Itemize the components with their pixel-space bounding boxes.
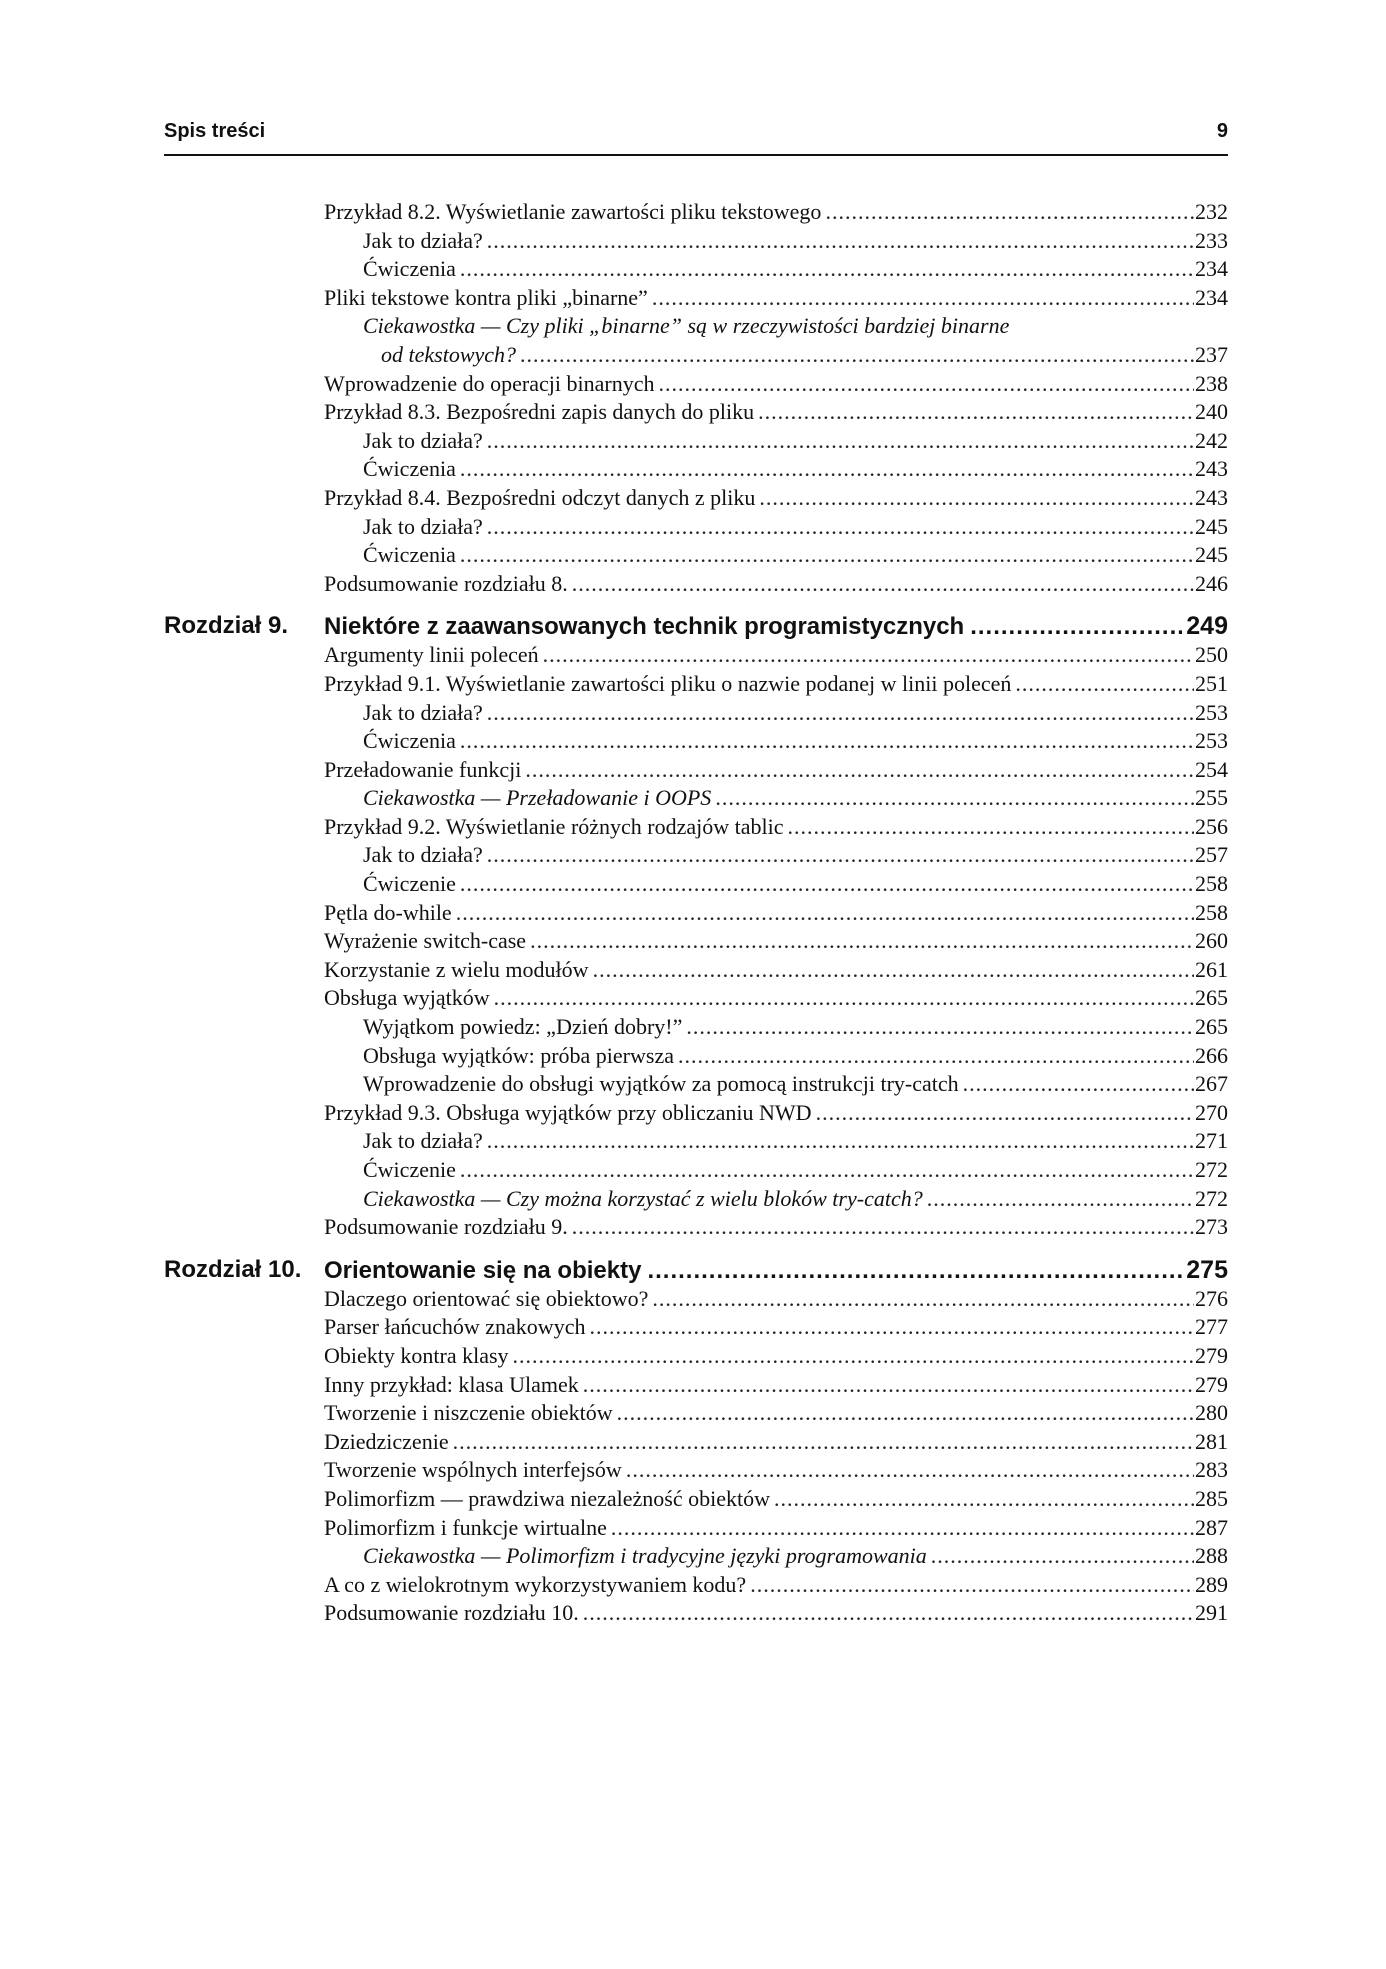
dot-leader bbox=[487, 513, 1194, 542]
chapter-heading bbox=[164, 611, 1228, 641]
toc-entry bbox=[164, 455, 1228, 484]
toc-entry-title: Jak to działa? bbox=[363, 427, 483, 453]
toc-entry-title: Przykład 8.4. Bezpośredni odczyt danych z pliku bbox=[324, 484, 756, 510]
toc-entry-page: 234 bbox=[1195, 256, 1228, 282]
dot-leader bbox=[611, 1514, 1194, 1543]
toc-entry-title: Argumenty linii poleceń bbox=[324, 642, 539, 668]
toc-entry-title: Jak to działa? bbox=[363, 1128, 483, 1154]
toc-entry-page: 251 bbox=[1195, 670, 1228, 696]
toc-entry-page: 242 bbox=[1195, 427, 1228, 453]
dot-leader bbox=[453, 1428, 1194, 1457]
toc-entry bbox=[164, 284, 1228, 313]
toc-entry-page: 272 bbox=[1195, 1185, 1228, 1211]
toc-entry-title: Dziedziczenie bbox=[324, 1428, 449, 1454]
dot-leader bbox=[970, 612, 1182, 642]
toc-entry-page: 254 bbox=[1195, 756, 1228, 782]
dot-leader bbox=[652, 1285, 1194, 1314]
toc-entry-title: Tworzenie wspólnych interfejsów bbox=[324, 1457, 622, 1483]
toc-entry-title: Wyrażenie switch-case bbox=[324, 928, 527, 954]
toc-entry-title: Ciekawostka — Przeładowanie i OOPS bbox=[363, 785, 712, 811]
toc-entry-title: Jak to działa? bbox=[363, 513, 483, 539]
toc-entry-page: 243 bbox=[1195, 484, 1228, 510]
toc-entry bbox=[164, 699, 1228, 728]
dot-leader bbox=[530, 927, 1194, 956]
toc-entry-page: 233 bbox=[1195, 227, 1228, 253]
toc-entry bbox=[164, 1127, 1228, 1156]
toc-entry-page: 250 bbox=[1195, 642, 1228, 668]
toc-entry bbox=[164, 1514, 1228, 1543]
toc-entry bbox=[164, 813, 1228, 842]
toc-entry bbox=[164, 927, 1228, 956]
chapter-page-number: 249 bbox=[1186, 612, 1228, 641]
toc-entry-page: 273 bbox=[1195, 1214, 1228, 1240]
toc-entry-page: 288 bbox=[1195, 1543, 1228, 1569]
dot-leader bbox=[788, 813, 1194, 842]
toc-entry-page: 258 bbox=[1195, 871, 1228, 897]
toc-entry bbox=[164, 1485, 1228, 1514]
toc-entry bbox=[164, 784, 1228, 813]
chapter-label: Rozdział 10. bbox=[164, 1255, 302, 1283]
dot-leader bbox=[460, 1156, 1194, 1185]
toc-entry-title: Ćwiczenia bbox=[363, 728, 456, 754]
toc-entry-page: 238 bbox=[1195, 370, 1228, 396]
toc-entry-page: 265 bbox=[1195, 1014, 1228, 1040]
dot-leader bbox=[460, 255, 1194, 284]
table-of-contents bbox=[164, 198, 1228, 1628]
toc-entry bbox=[164, 513, 1228, 542]
toc-entry bbox=[164, 198, 1228, 227]
dot-leader bbox=[927, 1185, 1194, 1214]
toc-entry bbox=[164, 1313, 1228, 1342]
toc-entry-title: Tworzenie i niszczenie obiektów bbox=[324, 1400, 613, 1426]
toc-entry-page: 287 bbox=[1195, 1514, 1228, 1540]
dot-leader bbox=[647, 1256, 1182, 1286]
chapter-title: Orientowanie się na obiekty bbox=[324, 1256, 642, 1284]
toc-entry-page: 271 bbox=[1195, 1128, 1228, 1154]
toc-entry-page: 237 bbox=[1195, 341, 1228, 367]
toc-entry-title: Przykład 9.3. Obsługa wyjątków przy obliczaniu NWD bbox=[324, 1099, 812, 1125]
toc-entry bbox=[164, 398, 1228, 427]
toc-entry-title: Ćwiczenia bbox=[363, 256, 456, 282]
toc-entry bbox=[164, 1342, 1228, 1371]
toc-entry-page: 258 bbox=[1195, 899, 1228, 925]
dot-leader bbox=[593, 956, 1194, 985]
toc-entry-title: Ćwiczenia bbox=[363, 542, 456, 568]
dot-leader bbox=[816, 1099, 1194, 1128]
dot-leader bbox=[487, 1127, 1194, 1156]
section-title: Spis treści bbox=[164, 120, 266, 142]
page-number: 9 bbox=[1216, 120, 1228, 142]
toc-entry bbox=[164, 670, 1228, 699]
toc-entry-page: 255 bbox=[1195, 785, 1228, 811]
toc-entry-title: Inny przykład: klasa Ulamek bbox=[324, 1371, 579, 1397]
dot-leader bbox=[1015, 670, 1194, 699]
chapter-heading bbox=[164, 1255, 1228, 1285]
toc-entry bbox=[164, 1070, 1228, 1099]
toc-entry-page: 277 bbox=[1195, 1314, 1228, 1340]
dot-leader bbox=[626, 1456, 1194, 1485]
toc-entry-page: 261 bbox=[1195, 956, 1228, 982]
toc-entry-page: 260 bbox=[1195, 928, 1228, 954]
dot-leader bbox=[589, 1313, 1194, 1342]
toc-entry-title: od tekstowych? bbox=[381, 341, 517, 367]
toc-entry-page: 232 bbox=[1195, 199, 1228, 224]
toc-entry-title: Podsumowanie rozdziału 10. bbox=[324, 1600, 579, 1626]
chapter-page-number: 275 bbox=[1186, 1255, 1228, 1284]
toc-entry-page: 283 bbox=[1195, 1457, 1228, 1483]
toc-entry-page: 270 bbox=[1195, 1099, 1228, 1125]
toc-entry-page: 276 bbox=[1195, 1285, 1228, 1311]
toc-entry-page: 256 bbox=[1195, 813, 1228, 839]
dot-leader bbox=[487, 841, 1194, 870]
toc-entry-page: 240 bbox=[1195, 399, 1228, 425]
toc-entry bbox=[164, 427, 1228, 456]
toc-entry-title: Przykład 8.3. Bezpośredni zapis danych do pliku bbox=[324, 399, 755, 425]
dot-leader bbox=[583, 1371, 1194, 1400]
dot-leader bbox=[931, 1542, 1194, 1571]
dot-leader bbox=[686, 1013, 1194, 1042]
toc-entry bbox=[164, 956, 1228, 985]
running-header bbox=[164, 118, 1228, 156]
toc-entry-page: 245 bbox=[1195, 513, 1228, 539]
dot-leader bbox=[494, 984, 1194, 1013]
toc-entry-title: Polimorfizm — prawdziwa niezależność obiektów bbox=[324, 1485, 770, 1511]
toc-entry-title: Jak to działa? bbox=[363, 699, 483, 725]
dot-leader bbox=[572, 570, 1194, 599]
toc-entry-title: Ciekawostka — Czy można korzystać z wielu bloków try-catch? bbox=[363, 1185, 923, 1211]
dot-leader bbox=[750, 1571, 1194, 1600]
dot-leader bbox=[658, 370, 1194, 399]
dot-leader bbox=[652, 284, 1194, 313]
toc-entry-page: 253 bbox=[1195, 728, 1228, 754]
toc-entry bbox=[164, 841, 1228, 870]
toc-entry-page: 279 bbox=[1195, 1371, 1228, 1397]
toc-entry-title: Podsumowanie rozdziału 9. bbox=[324, 1214, 568, 1240]
toc-entry-title: Polimorfizm i funkcje wirtualne bbox=[324, 1514, 607, 1540]
toc-entry-page: 245 bbox=[1195, 542, 1228, 568]
toc-entry bbox=[164, 727, 1228, 756]
dot-leader bbox=[825, 198, 1194, 227]
toc-entry-page: 265 bbox=[1195, 985, 1228, 1011]
toc-entry bbox=[164, 341, 1228, 370]
toc-entry bbox=[164, 1213, 1228, 1242]
dot-leader bbox=[525, 756, 1194, 785]
toc-entry-title: Dlaczego orientować się obiektowo? bbox=[324, 1285, 649, 1311]
dot-leader bbox=[487, 699, 1194, 728]
toc-entry bbox=[164, 756, 1228, 785]
dot-leader bbox=[774, 1485, 1194, 1514]
toc-entry-title: Ćwiczenia bbox=[363, 456, 456, 482]
toc-entry-page: 243 bbox=[1195, 456, 1228, 482]
toc-entry-page: 291 bbox=[1195, 1600, 1228, 1626]
toc-entry-title: Jak to działa? bbox=[363, 842, 483, 868]
toc-entry bbox=[164, 370, 1228, 399]
dot-leader bbox=[963, 1070, 1194, 1099]
dot-leader bbox=[460, 455, 1194, 484]
toc-entry-title: Pliki tekstowe kontra pliki „binarne” bbox=[324, 284, 648, 310]
toc-entry-page: 281 bbox=[1195, 1428, 1228, 1454]
dot-leader bbox=[520, 341, 1194, 370]
toc-entry-title: Wyjątkom powiedz: „Dzień dobry!” bbox=[363, 1014, 683, 1040]
dot-leader bbox=[460, 541, 1194, 570]
chapter-label: Rozdział 9. bbox=[164, 612, 289, 640]
toc-entry bbox=[164, 312, 1228, 341]
chapter-title: Niektóre z zaawansowanych technik programistycznych bbox=[324, 613, 965, 641]
dot-leader bbox=[759, 484, 1194, 513]
toc-entry bbox=[164, 255, 1228, 284]
toc-entry bbox=[164, 899, 1228, 928]
dot-leader bbox=[758, 398, 1194, 427]
dot-leader bbox=[715, 784, 1194, 813]
toc-entry bbox=[164, 1599, 1228, 1628]
toc-entry bbox=[164, 1456, 1228, 1485]
toc-entry-title: Ćwiczenie bbox=[363, 871, 456, 897]
toc-entry bbox=[164, 1099, 1228, 1128]
toc-entry-title: Przykład 9.1. Wyświetlanie zawartości pliku o nazwie podanej w linii poleceń bbox=[324, 670, 1012, 696]
toc-entry bbox=[164, 1156, 1228, 1185]
dot-leader bbox=[487, 427, 1194, 456]
toc-entry-page: 285 bbox=[1195, 1485, 1228, 1511]
dot-leader bbox=[617, 1399, 1194, 1428]
toc-entry bbox=[164, 1571, 1228, 1600]
toc-entry-title: Ćwiczenie bbox=[363, 1157, 456, 1182]
dot-leader bbox=[513, 1342, 1194, 1371]
toc-entry-title: Przykład 9.2. Wyświetlanie różnych rodzajów tablic bbox=[324, 813, 784, 839]
dot-leader bbox=[543, 641, 1194, 670]
toc-entry bbox=[164, 1428, 1228, 1457]
toc-entry bbox=[164, 1285, 1228, 1314]
toc-entry bbox=[164, 1185, 1228, 1214]
toc-entry-title: Korzystanie z wielu modułów bbox=[324, 956, 589, 982]
dot-leader bbox=[487, 227, 1194, 256]
dot-leader bbox=[460, 870, 1194, 899]
toc-entry bbox=[164, 484, 1228, 513]
toc-entry-page: 246 bbox=[1195, 570, 1228, 596]
toc-entry bbox=[164, 541, 1228, 570]
toc-entry-page: 267 bbox=[1195, 1071, 1228, 1097]
toc-entry-title: Parser łańcuchów znakowych bbox=[324, 1314, 586, 1340]
toc-entry-title: Jak to działa? bbox=[363, 227, 483, 253]
toc-entry-title: Obsługa wyjątków: próba pierwsza bbox=[363, 1042, 674, 1068]
toc-entry-title: Wprowadzenie do operacji binarnych bbox=[324, 370, 655, 396]
toc-entry bbox=[164, 1542, 1228, 1571]
dot-leader bbox=[456, 899, 1194, 928]
toc-entry-page: 266 bbox=[1195, 1042, 1228, 1068]
toc-entry-title: Ciekawostka — Czy pliki „binarne” są w rzeczywistości bardziej binarne bbox=[363, 313, 1010, 339]
toc-entry-title: Ciekawostka — Polimorfizm i tradycyjne języki programowania bbox=[363, 1543, 927, 1569]
toc-entry bbox=[164, 1013, 1228, 1042]
toc-entry bbox=[164, 1371, 1228, 1400]
toc-entry bbox=[164, 1399, 1228, 1428]
toc-entry-title: Pętla do-while bbox=[324, 899, 452, 925]
dot-leader bbox=[572, 1213, 1194, 1242]
toc-entry-page: 279 bbox=[1195, 1342, 1228, 1368]
toc-entry-title: A co z wielokrotnym wykorzystywaniem kodu? bbox=[324, 1571, 747, 1597]
toc-entry bbox=[164, 870, 1228, 899]
toc-entry-page: 253 bbox=[1195, 699, 1228, 725]
toc-entry-title: Podsumowanie rozdziału 8. bbox=[324, 570, 568, 596]
toc-entry bbox=[164, 641, 1228, 670]
toc-entry-title: Obiekty kontra klasy bbox=[324, 1342, 509, 1368]
toc-entry-title: Wprowadzenie do obsługi wyjątków za pomocą instrukcji try-catch bbox=[363, 1071, 959, 1097]
toc-entry-page: 280 bbox=[1195, 1400, 1228, 1426]
toc-entry bbox=[164, 1042, 1228, 1071]
toc-entry-page: 289 bbox=[1195, 1571, 1228, 1597]
toc-entry bbox=[164, 227, 1228, 256]
dot-leader bbox=[460, 727, 1194, 756]
dot-leader bbox=[678, 1042, 1194, 1071]
toc-entry-title: Obsługa wyjątków bbox=[324, 985, 490, 1011]
toc-entry-title: Przeładowanie funkcji bbox=[324, 756, 522, 782]
toc-entry-title: Przykład 8.2. Wyświetlanie zawartości pliku tekstowego bbox=[324, 199, 822, 224]
toc-entry-page: 257 bbox=[1195, 842, 1228, 868]
toc-entry-page: 272 bbox=[1195, 1157, 1228, 1182]
toc-entry bbox=[164, 984, 1228, 1013]
toc-entry bbox=[164, 570, 1228, 599]
dot-leader bbox=[583, 1599, 1194, 1628]
toc-entry-page: 234 bbox=[1195, 284, 1228, 310]
